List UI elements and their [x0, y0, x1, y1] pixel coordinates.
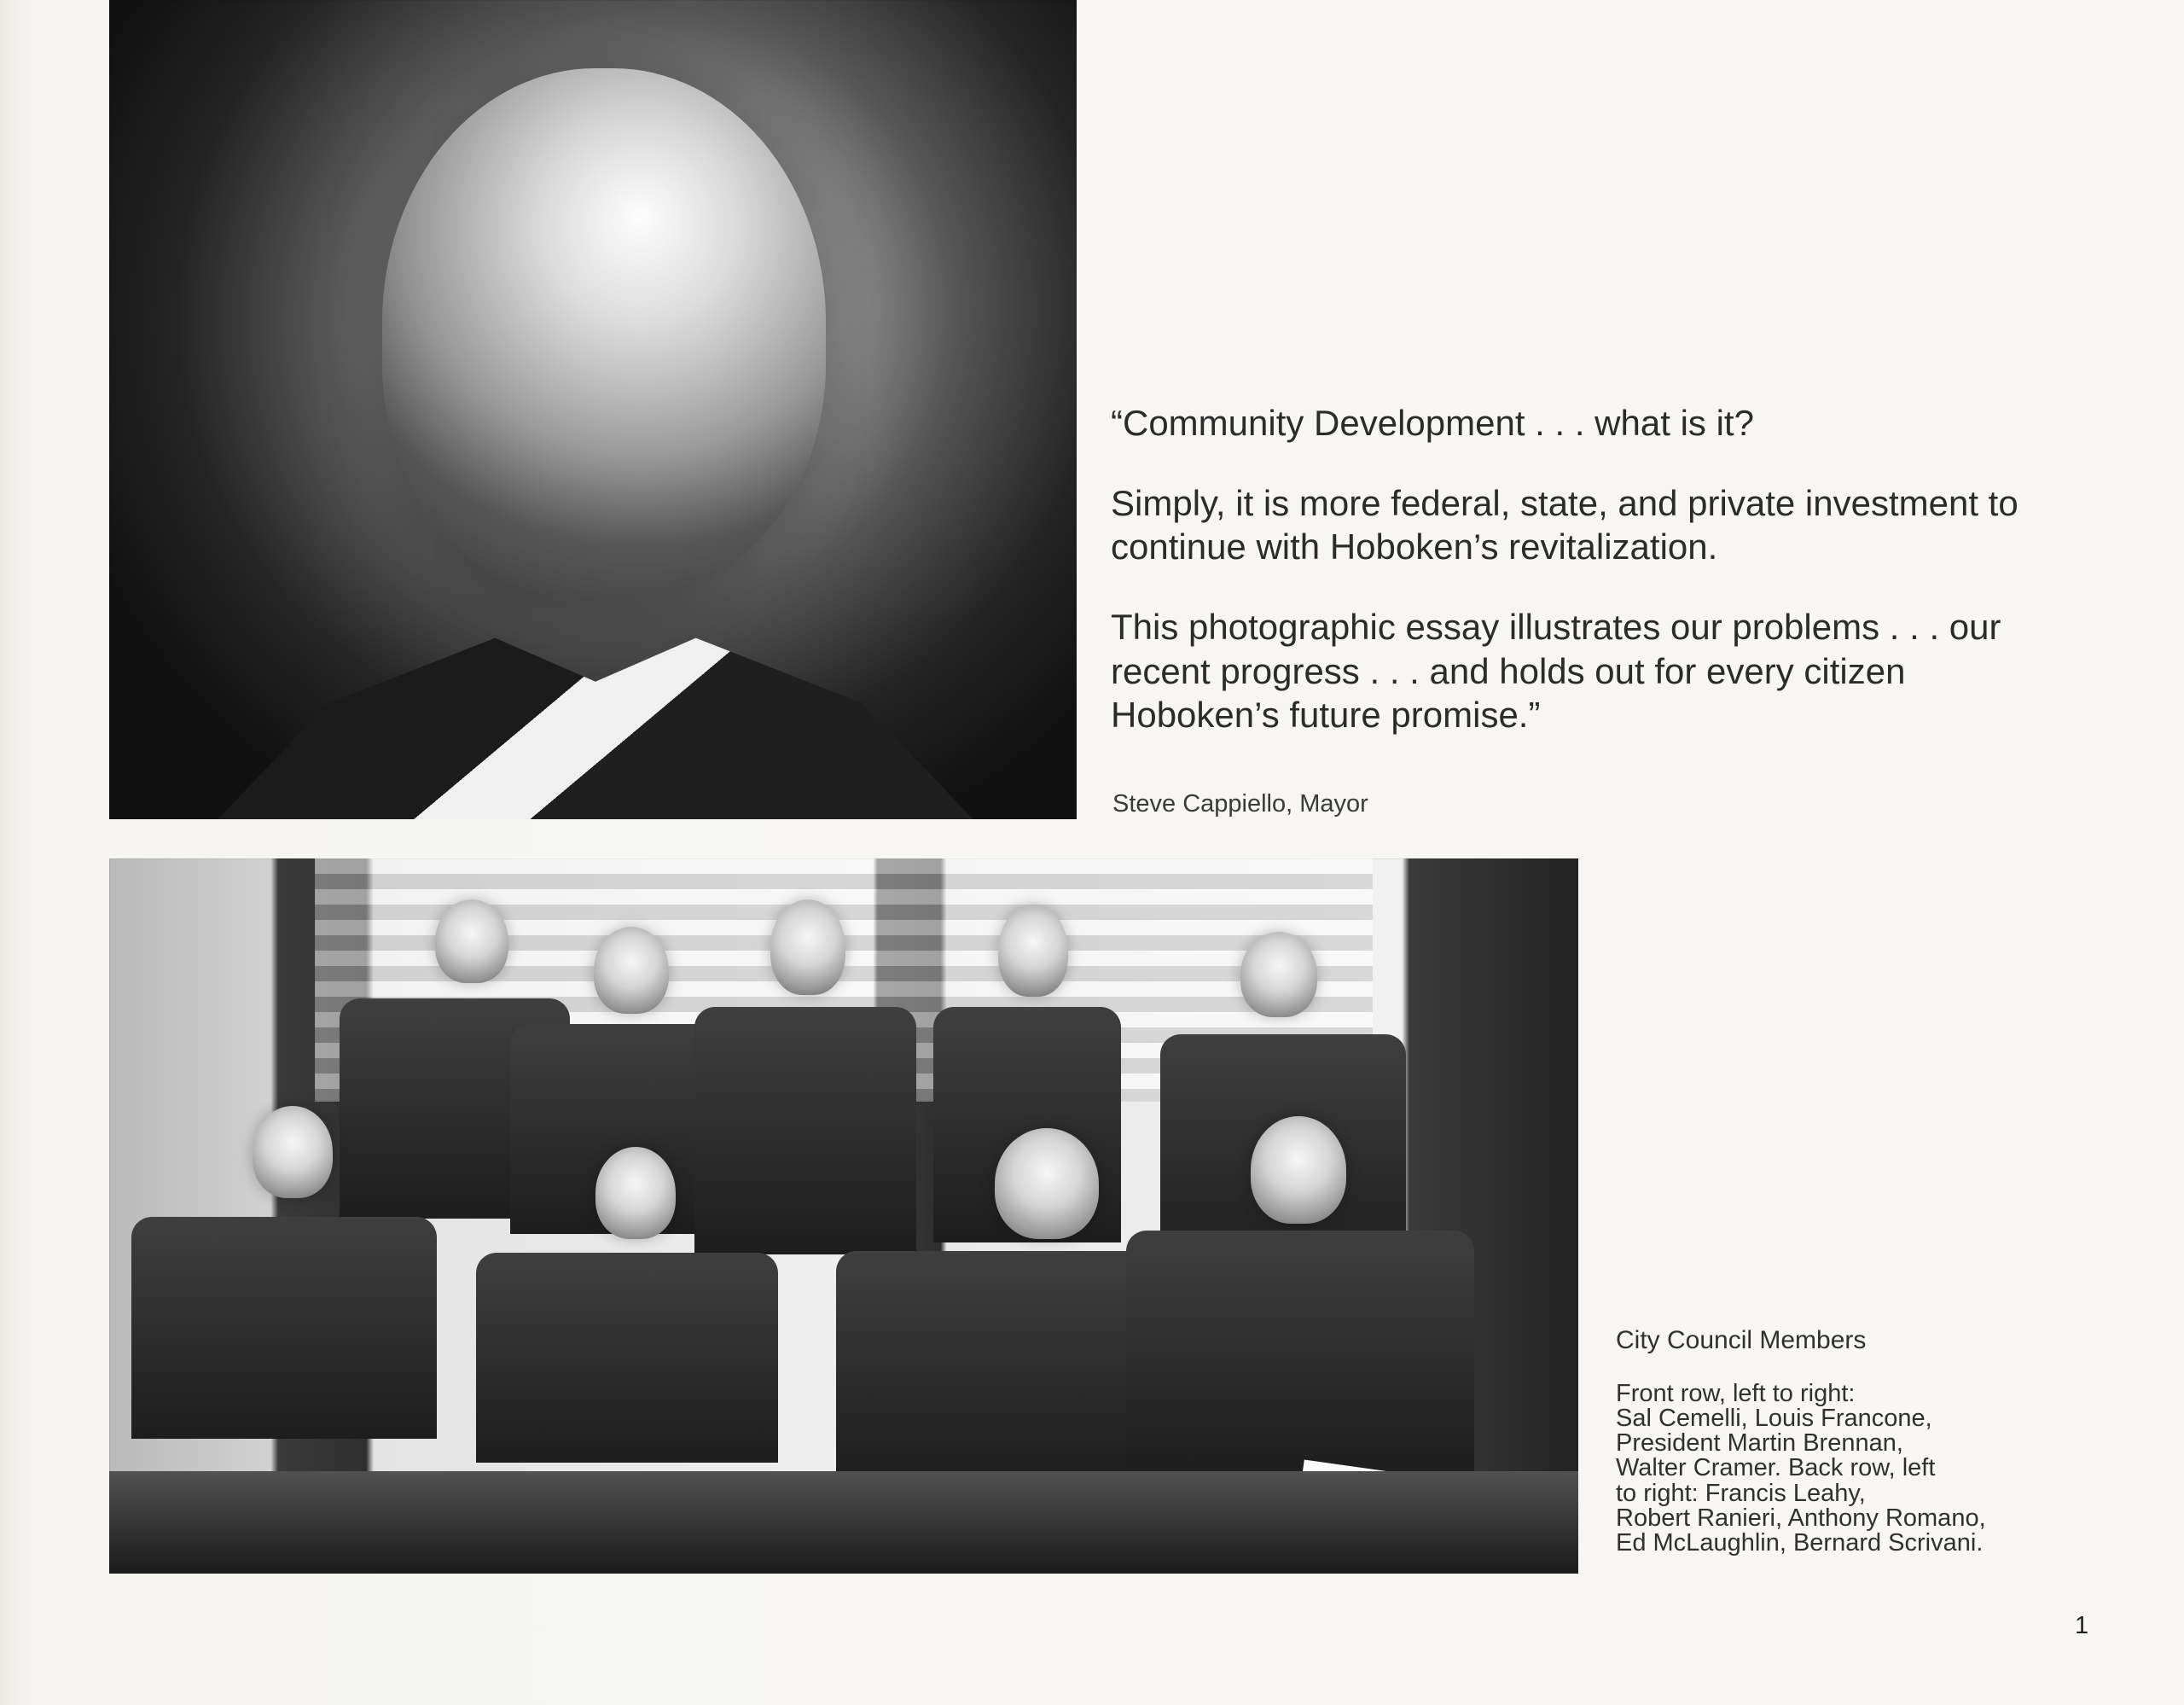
council-member-head	[595, 1147, 676, 1239]
desk-paper	[561, 1474, 672, 1526]
quote-line-1: “Community Development . . . what is it?	[1111, 403, 1754, 443]
caption-text: Front row, left to right: Sal Cemelli, Louis Francone, President Martin Brennan, Walter Cramer. Back row, left to right: Francis Leahy, Robert Ranieri, Anthony Romano, Ed McLaughlin, Bernard Scrivani.	[1616, 1379, 1986, 1557]
portrait-suit	[177, 589, 1014, 819]
mayor-portrait-photo	[109, 0, 1077, 819]
council-caption	[1616, 1326, 2059, 1557]
council-member-head	[1251, 1116, 1346, 1224]
page-number: 1	[2075, 1612, 2089, 1639]
council-member-head	[1240, 932, 1317, 1017]
quote-attribution: Steve Cappiello, Mayor	[1112, 790, 1368, 818]
council-member-head	[998, 905, 1068, 997]
council-members-illustration	[109, 858, 1578, 1574]
desk-paper	[189, 1475, 382, 1536]
council-member-suit	[131, 1217, 437, 1439]
council-member-head	[594, 927, 669, 1014]
council-member-head	[253, 1106, 333, 1198]
quote-line-2: Simply, it is more federal, state, and private investment to continue with Hoboken’s revitalization.	[1111, 482, 2018, 567]
caption-title: City Council Members	[1616, 1326, 1867, 1354]
desk-paper	[944, 1516, 1091, 1548]
city-council-photo	[109, 858, 1578, 1574]
portrait-face	[382, 68, 826, 597]
mayor-portrait-alt	[109, 0, 110, 1]
council-member-head	[995, 1128, 1099, 1239]
council-member-head	[435, 899, 508, 983]
council-member-head	[770, 899, 845, 995]
council-member-suit	[694, 1007, 916, 1254]
council-member-suit	[476, 1253, 778, 1463]
quote-line-3: This photographic essay illustrates our problems . . . our recent progress . . . and holds out for every citizen Hoboken’s future promise.”	[1111, 606, 2001, 736]
council-member-suit	[1126, 1231, 1474, 1473]
mayor-quote	[1111, 401, 2041, 737]
